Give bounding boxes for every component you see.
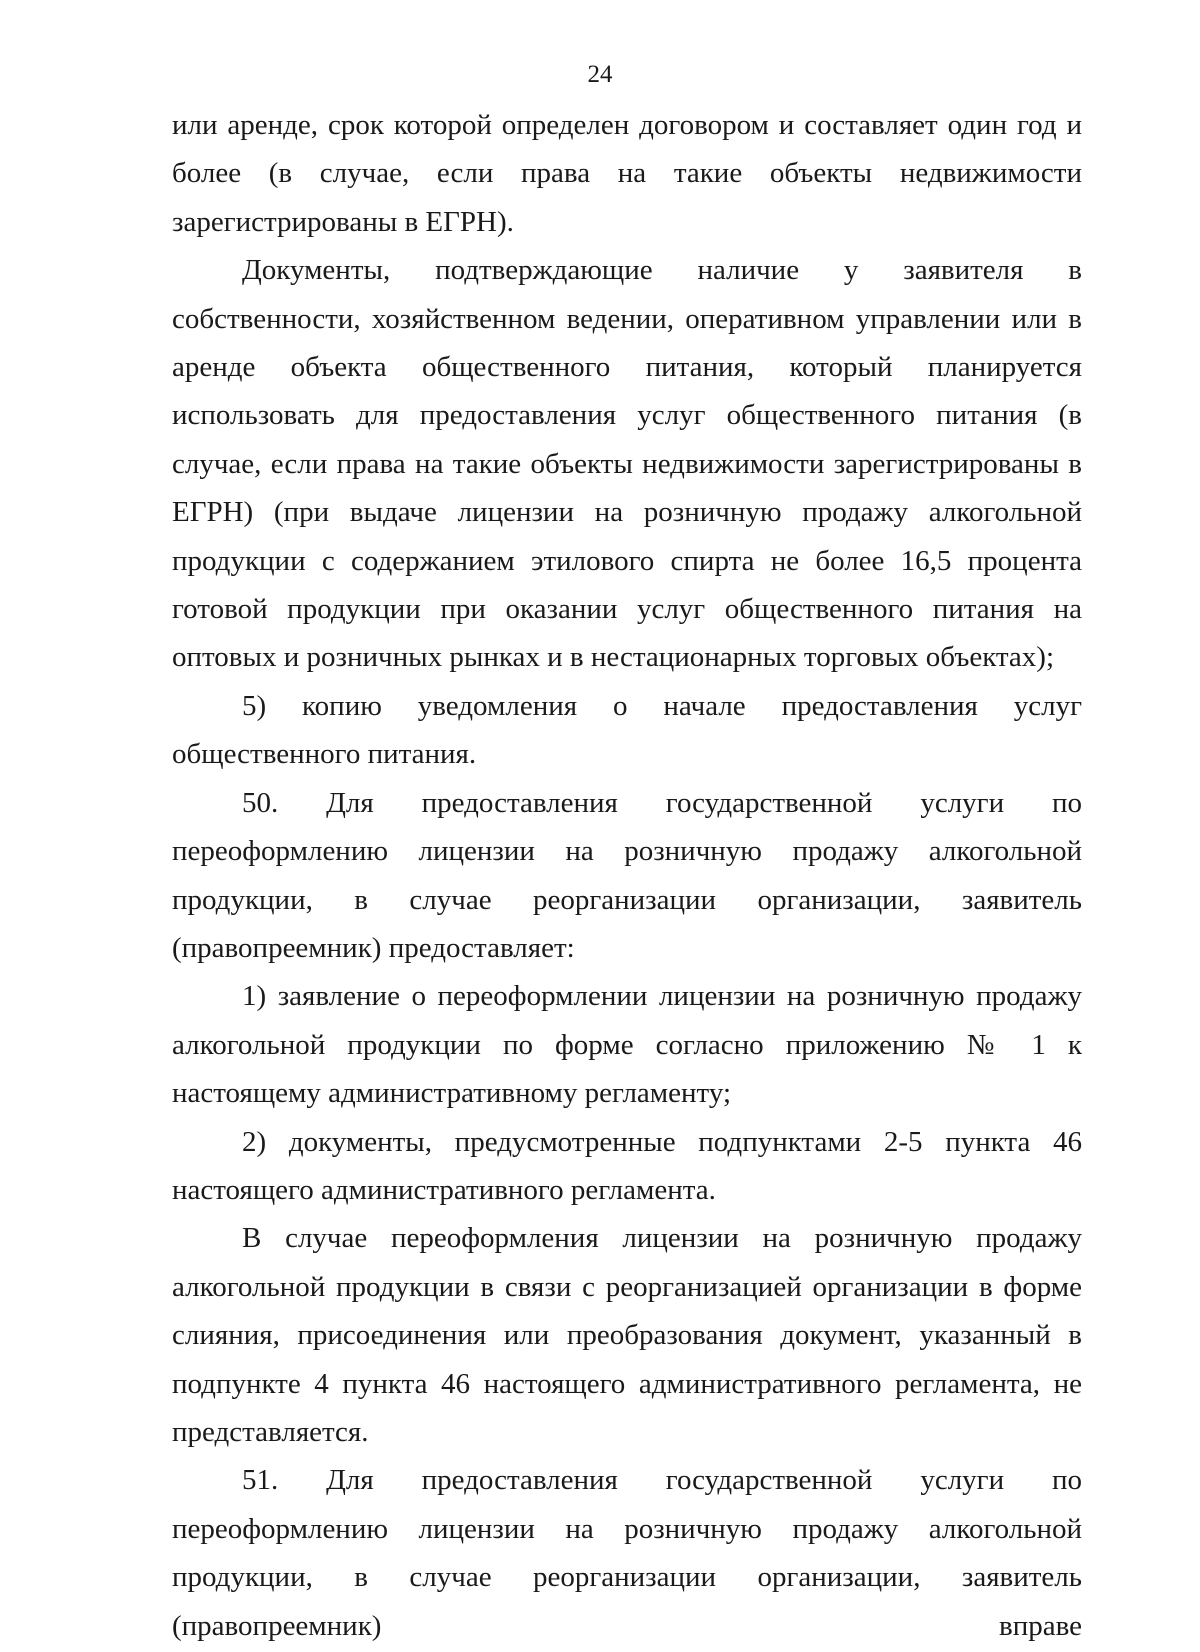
paragraph-documents: Документы, подтверждающие наличие у заявителя в собственности, хозяйственном ведении, оперативном управлении или в аренде объекта общественного питания, который планируется использовать для предоставления услуг общественного питания (в случае, если права на такие объекты недвижимости зарегистрированы в ЕГРН) (при выдаче лицензии на розничную продажу алкогольной продукции с содержанием этилового спирта не более 16,5 процента готовой продукции при оказании услуг общественного питания на оптовых и розничных рынках и в нестационарных торговых объектах); xyxy=(172,254,1082,674)
paragraph-clause-51: 51. Для предоставления государственной услуги по переоформлению лицензии на розничную продажу алкогольной продукции, в случае реорганизации организации, заявитель (правопреемник) вправе xyxy=(172,1464,1082,1642)
page-number: 24 xyxy=(587,61,613,88)
paragraph-reorganization-case: В случае переоформления лицензии на розничную продажу алкогольной продукции в связи с реорганизацией организации в форме слияния, присоединения или преобразования документ, указанный в подпункте 4 пункта 46 настоящего административного регламента, не представляется. xyxy=(172,1222,1082,1448)
paragraph-item-5: 5) копию уведомления о начале предоставления услуг общественного питания. xyxy=(172,689,1082,771)
paragraph-item-2: 2) документы, предусмотренные подпунктами 2-5 пункта 46 настоящего административного регламента. xyxy=(172,1125,1082,1206)
paragraph-item-1: 1) заявление о переоформлении лицензии на розничную продажу алкогольной продукции по форме согласно приложению № 1 к настоящему административному регламенту; xyxy=(172,980,1082,1110)
paragraph-clause-50: 50. Для предоставления государственной услуги по переоформлению лицензии на розничную продажу алкогольной продукции, в случае реорганизации организации, заявитель (правопреемник) предоставляет: xyxy=(172,786,1082,964)
document-body xyxy=(172,101,1082,1650)
paragraph-continuation: или аренде, срок которой определен договором и составляет один год и более (в случае, если права на такие объекты недвижимости зарегистрированы в ЕГРН). xyxy=(172,109,1082,238)
